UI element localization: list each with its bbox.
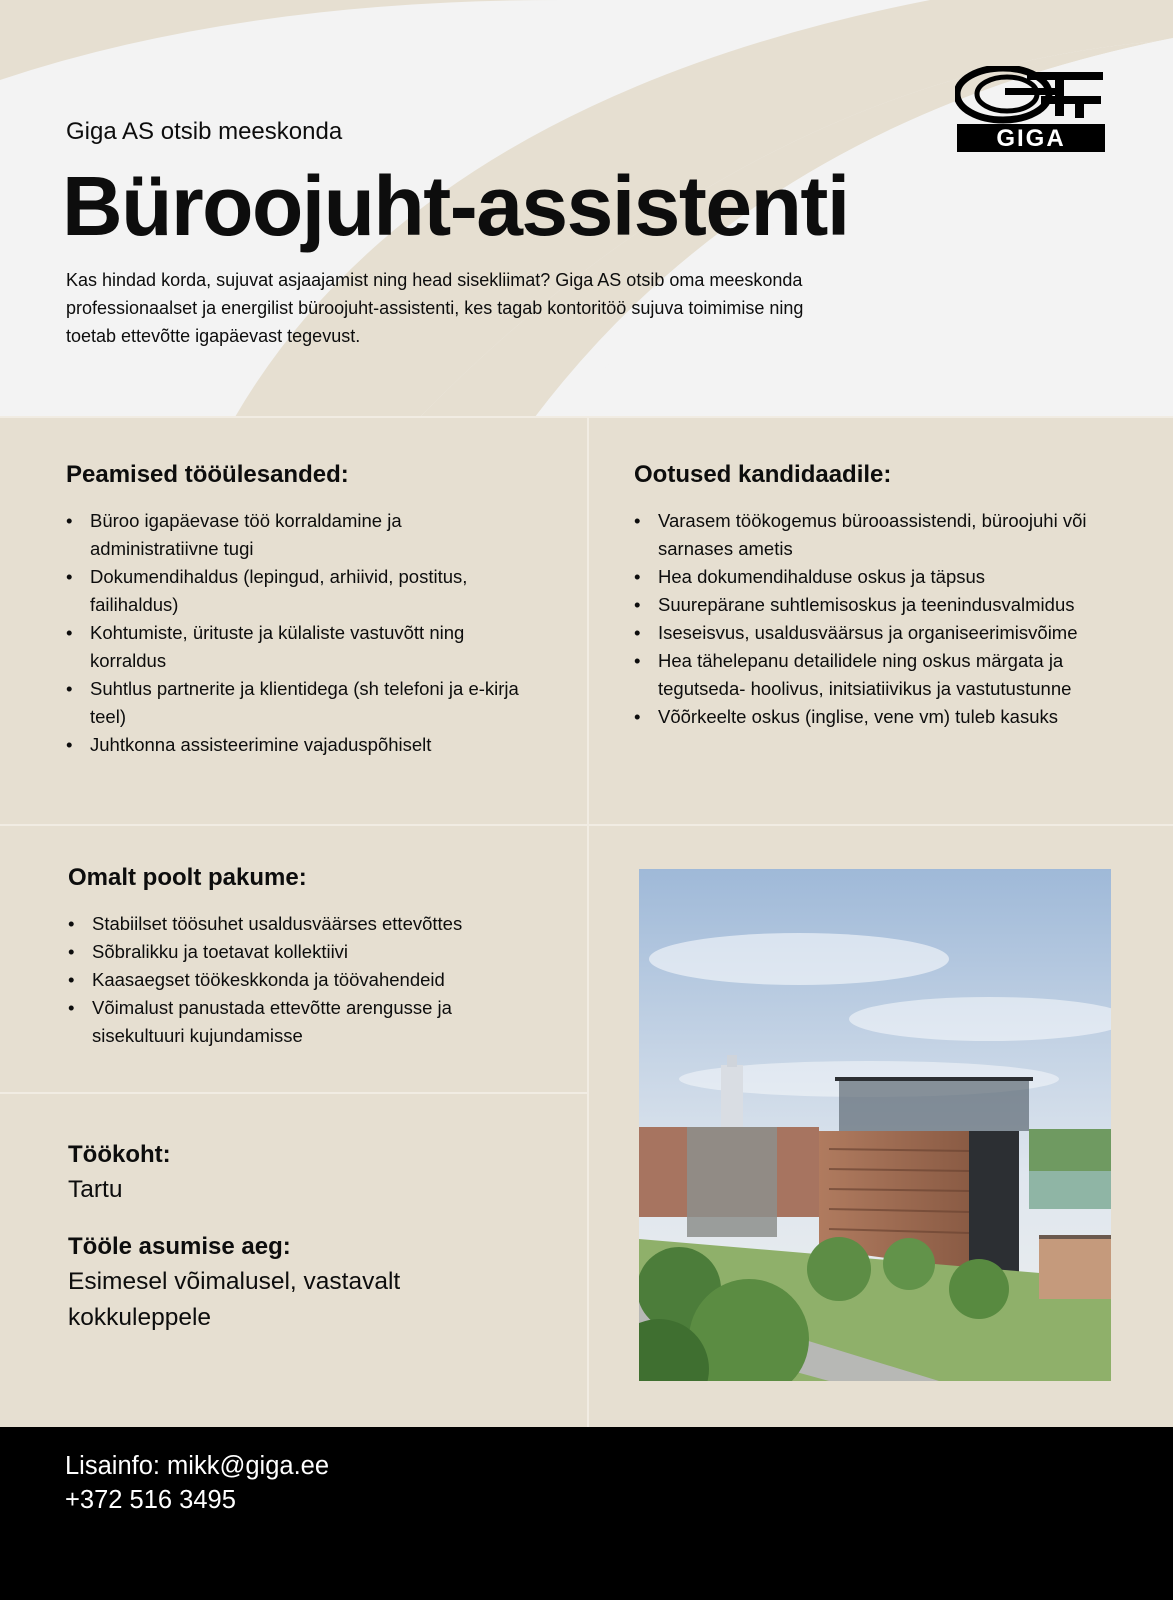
hero-subtitle: Giga AS otsib meeskonda [66,118,343,145]
start-date-label: Tööle asumise aeg: [68,1233,291,1260]
offer-section [68,864,528,1050]
duties-title: Peamised tööülesanded: [66,461,349,488]
list-item: • Stabiilset töösuhet usaldusväärses ettevõttes [68,910,528,938]
left-lower-divider [0,1092,587,1094]
contact-email[interactable]: Lisainfo: mikk@giga.ee [65,1452,330,1480]
expectations-list [634,507,1114,731]
logo-wordmark: GIGA [996,125,1066,152]
footer [0,1427,1173,1600]
list-item: • Võimalust panustada ettevõtte arengusse ja sisekultuuri kujundamisse [68,994,528,1050]
location-label: Töökoht: [68,1141,171,1168]
expectations-section [634,461,1114,731]
list-item: • Hea tähelepanu detailidele ning oskus märgata ja tegutseda- hoolivus, initsiatiivikus ja vastutustunne [634,647,1114,703]
list-item: • Hea dokumendihalduse oskus ja täpsus [634,563,1114,591]
list-item: • Kohtumiste, ürituste ja külaliste vastuvõtt ning korraldus [66,619,526,675]
content-grid [0,417,1173,1427]
list-item: • Dokumendihaldus (lepingud, arhiivid, postitus, failihaldus) [66,563,526,619]
list-item: • Võõrkeelte oskus (inglise, vene vm) tuleb kasuks [634,703,1114,731]
building-illustration [639,869,1111,1381]
expectations-title: Ootused kandidaadile: [634,461,892,488]
list-item: • Varasem töökogemus bürooassistendi, büroojuhi või sarnases ametis [634,507,1114,563]
offer-title: Omalt poolt pakume: [68,864,307,891]
contact-phone[interactable]: +372 516 3495 [65,1486,236,1514]
vertical-divider [587,417,589,1427]
middle-divider [0,824,1173,826]
giga-logo [955,66,1107,154]
location-value: Tartu [68,1176,123,1203]
giga-logo-icon [955,66,1107,154]
job-details [68,1138,528,1336]
offer-list [68,910,528,1050]
top-divider [0,416,1173,418]
start-date-value: Esimesel võimalusel, vastavalt kokkuleppele [68,1268,401,1331]
list-item: • Büroo igapäevase töö korraldamine ja administratiivne tugi [66,507,526,563]
hero-section [0,0,1173,417]
list-item: • Kaasaegset töökeskkonda ja töövahendeid [68,966,528,994]
list-item: • Juhtkonna assisteerimine vajaduspõhiselt [66,731,526,759]
intro-paragraph: Kas hindad korda, sujuvat asjaajamist ning head sisekliimat? Giga AS otsib oma meeskonda professionaalset ja energilist büroojuht-assistenti, kes tagab kontoritöö sujuva toimimise ning toetab ettevõtte igapäevast tegevust. [66,270,804,346]
list-item: • Suurepärane suhtlemisoskus ja teenindusvalmidus [634,591,1114,619]
duties-section [66,461,526,759]
building-rendering-image [639,869,1111,1381]
list-item: • Iseseisvus, usaldusväärsus ja organiseerimisvõime [634,619,1114,647]
page-title: Büroojuht-assistenti [62,159,849,253]
duties-list [66,507,526,759]
list-item: • Sõbralikku ja toetavat kollektiivi [68,938,528,966]
list-item: • Suhtlus partnerite ja klientidega (sh telefoni ja e-kirja teel) [66,675,526,731]
